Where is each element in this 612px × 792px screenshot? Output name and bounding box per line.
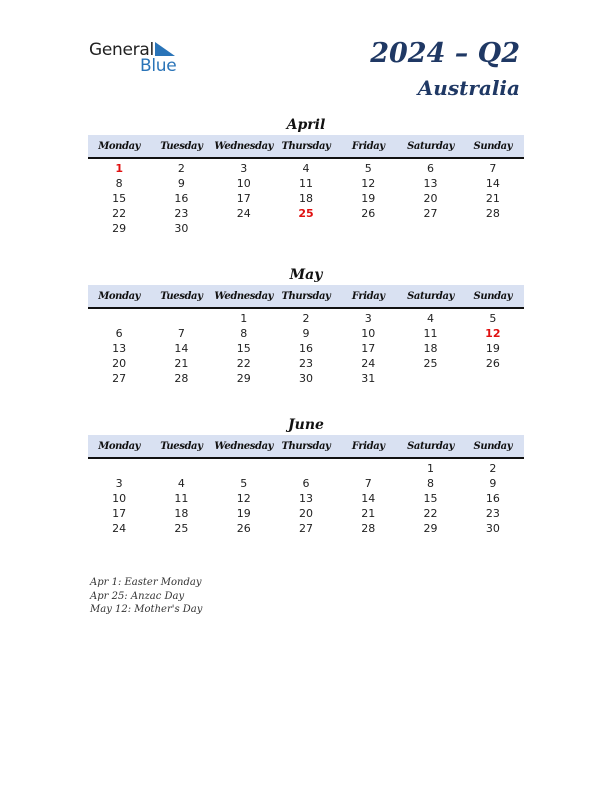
weekday-header-row — [88, 435, 524, 459]
date-cell: 12 — [361, 177, 376, 190]
weekday-label: Saturday — [407, 140, 455, 152]
date-cell: 9 — [177, 177, 185, 190]
date-cell: 6 — [115, 327, 123, 340]
month-name: May — [289, 267, 323, 283]
date-cell: 30 — [298, 372, 313, 385]
page-title: 2024 – Q2 — [370, 38, 520, 69]
holiday-notes — [90, 576, 202, 617]
date-cell: 29 — [236, 372, 251, 385]
date-cell: 31 — [361, 372, 376, 385]
date-cell: 16 — [174, 192, 189, 205]
week-row — [88, 206, 524, 221]
weekday-label: Saturday — [407, 290, 455, 302]
week-row — [88, 521, 524, 536]
date-cell: 6 — [302, 477, 310, 490]
date-cell: 29 — [423, 522, 438, 535]
date-cell: 3 — [240, 162, 248, 175]
date-cell: 24 — [236, 207, 251, 220]
weekday-label: Sunday — [473, 440, 513, 452]
weekday-label: Thursday — [281, 140, 331, 152]
date-cell: 29 — [112, 222, 127, 235]
week-row — [88, 191, 524, 206]
weekday-label: Sunday — [473, 140, 513, 152]
country-subtitle: Australia — [417, 76, 520, 100]
date-cell: 28 — [361, 522, 376, 535]
week-row — [88, 461, 524, 476]
date-cell: 22 — [112, 207, 127, 220]
weekday-label: Wednesday — [214, 140, 274, 152]
week-row — [88, 341, 524, 356]
date-cell: 10 — [236, 177, 251, 190]
date-cell: 28 — [485, 207, 500, 220]
date-cell: 2 — [302, 312, 310, 325]
date-cell: 17 — [361, 342, 376, 355]
week-row — [88, 311, 524, 326]
date-cell: 17 — [236, 192, 251, 205]
date-cell: 4 — [177, 477, 185, 490]
holiday-date-cell: 12 — [485, 327, 501, 340]
date-cell: 9 — [489, 477, 497, 490]
date-cell: 26 — [485, 357, 500, 370]
date-cell: 8 — [240, 327, 248, 340]
date-cell: 19 — [485, 342, 500, 355]
date-cell: 13 — [423, 177, 438, 190]
date-cell: 19 — [361, 192, 376, 205]
week-row — [88, 176, 524, 191]
date-cell: 11 — [423, 327, 438, 340]
date-cell: 18 — [174, 507, 189, 520]
weekday-label: Tuesday — [160, 290, 203, 302]
weekday-label: Monday — [98, 140, 141, 152]
week-row — [88, 506, 524, 521]
date-cell: 6 — [427, 162, 435, 175]
date-cell: 10 — [112, 492, 127, 505]
week-row — [88, 476, 524, 491]
date-cell: 3 — [364, 312, 372, 325]
date-cell: 10 — [361, 327, 376, 340]
date-cell: 20 — [112, 357, 127, 370]
month-calendar-june — [88, 415, 524, 536]
weekday-label: Wednesday — [214, 290, 274, 302]
date-cell: 23 — [174, 207, 189, 220]
date-cell: 24 — [112, 522, 127, 535]
date-cell: 17 — [112, 507, 127, 520]
weekday-label: Sunday — [473, 290, 513, 302]
date-cell: 20 — [298, 507, 313, 520]
date-cell: 27 — [298, 522, 313, 535]
date-cell: 11 — [298, 177, 313, 190]
date-cell: 7 — [489, 162, 497, 175]
date-cell: 14 — [485, 177, 500, 190]
weeks-grid — [88, 159, 524, 236]
weekday-header-row — [88, 285, 524, 309]
weeks-grid — [88, 459, 524, 536]
date-cell: 5 — [240, 477, 248, 490]
logo-triangle-icon — [155, 42, 175, 56]
date-cell: 21 — [361, 507, 376, 520]
date-cell: 23 — [298, 357, 313, 370]
weekday-label: Monday — [98, 440, 141, 452]
date-cell: 12 — [236, 492, 251, 505]
date-cell: 22 — [236, 357, 251, 370]
date-cell: 16 — [485, 492, 500, 505]
date-cell: 18 — [423, 342, 438, 355]
date-cell: 11 — [174, 492, 189, 505]
weekday-label: Thursday — [281, 290, 331, 302]
month-calendar-may — [88, 265, 524, 386]
date-cell: 19 — [236, 507, 251, 520]
date-cell: 13 — [298, 492, 313, 505]
date-cell: 9 — [302, 327, 310, 340]
month-name: April — [286, 117, 326, 133]
week-row — [88, 221, 524, 236]
holiday-note: Apr 25: Anzac Day — [90, 590, 185, 602]
date-cell: 1 — [427, 462, 435, 475]
weekday-header-row — [88, 135, 524, 159]
date-cell: 4 — [427, 312, 435, 325]
date-cell: 13 — [112, 342, 127, 355]
date-cell: 5 — [364, 162, 372, 175]
date-cell: 15 — [112, 192, 127, 205]
holiday-date-cell: 1 — [115, 162, 123, 175]
week-row — [88, 491, 524, 506]
date-cell: 25 — [174, 522, 189, 535]
weekday-label: Thursday — [281, 440, 331, 452]
month-name: June — [288, 417, 324, 433]
date-cell: 27 — [112, 372, 127, 385]
weekday-label: Friday — [351, 440, 385, 452]
date-cell: 8 — [427, 477, 435, 490]
weekday-label: Tuesday — [160, 440, 203, 452]
week-row — [88, 371, 524, 386]
date-cell: 18 — [298, 192, 313, 205]
logo-word-blue: Blue — [140, 56, 177, 76]
holiday-note: Apr 1: Easter Monday — [90, 577, 202, 588]
date-cell: 27 — [423, 207, 438, 220]
date-cell: 3 — [115, 477, 123, 490]
date-cell: 2 — [177, 162, 185, 175]
date-cell: 7 — [177, 327, 185, 340]
date-cell: 26 — [236, 522, 251, 535]
date-cell: 5 — [489, 312, 497, 325]
date-cell: 16 — [298, 342, 313, 355]
weekday-label: Saturday — [407, 440, 455, 452]
date-cell: 30 — [485, 522, 500, 535]
date-cell: 2 — [489, 462, 497, 475]
week-row — [88, 326, 524, 341]
date-cell: 14 — [361, 492, 376, 505]
holiday-date-cell: 25 — [298, 207, 314, 220]
weekday-label: Friday — [351, 290, 385, 302]
date-cell: 22 — [423, 507, 438, 520]
weeks-grid — [88, 309, 524, 386]
holiday-note: May 12: Mother's Day — [90, 604, 203, 615]
date-cell: 7 — [364, 477, 372, 490]
weekday-label: Wednesday — [214, 440, 274, 452]
logo-word-general: General — [89, 40, 154, 60]
logo — [89, 40, 189, 76]
weekday-label: Monday — [98, 290, 141, 302]
weekday-label: Tuesday — [160, 140, 203, 152]
week-row — [88, 161, 524, 176]
date-cell: 21 — [485, 192, 500, 205]
date-cell: 1 — [240, 312, 248, 325]
date-cell: 28 — [174, 372, 189, 385]
date-cell: 30 — [174, 222, 189, 235]
date-cell: 25 — [423, 357, 438, 370]
date-cell: 24 — [361, 357, 376, 370]
week-row — [88, 356, 524, 371]
month-calendar-april — [88, 115, 524, 236]
weekday-label: Friday — [351, 140, 385, 152]
date-cell: 23 — [485, 507, 500, 520]
date-cell: 15 — [423, 492, 438, 505]
date-cell: 8 — [115, 177, 123, 190]
date-cell: 26 — [361, 207, 376, 220]
date-cell: 15 — [236, 342, 251, 355]
date-cell: 21 — [174, 357, 189, 370]
date-cell: 4 — [302, 162, 310, 175]
date-cell: 14 — [174, 342, 189, 355]
date-cell: 20 — [423, 192, 438, 205]
